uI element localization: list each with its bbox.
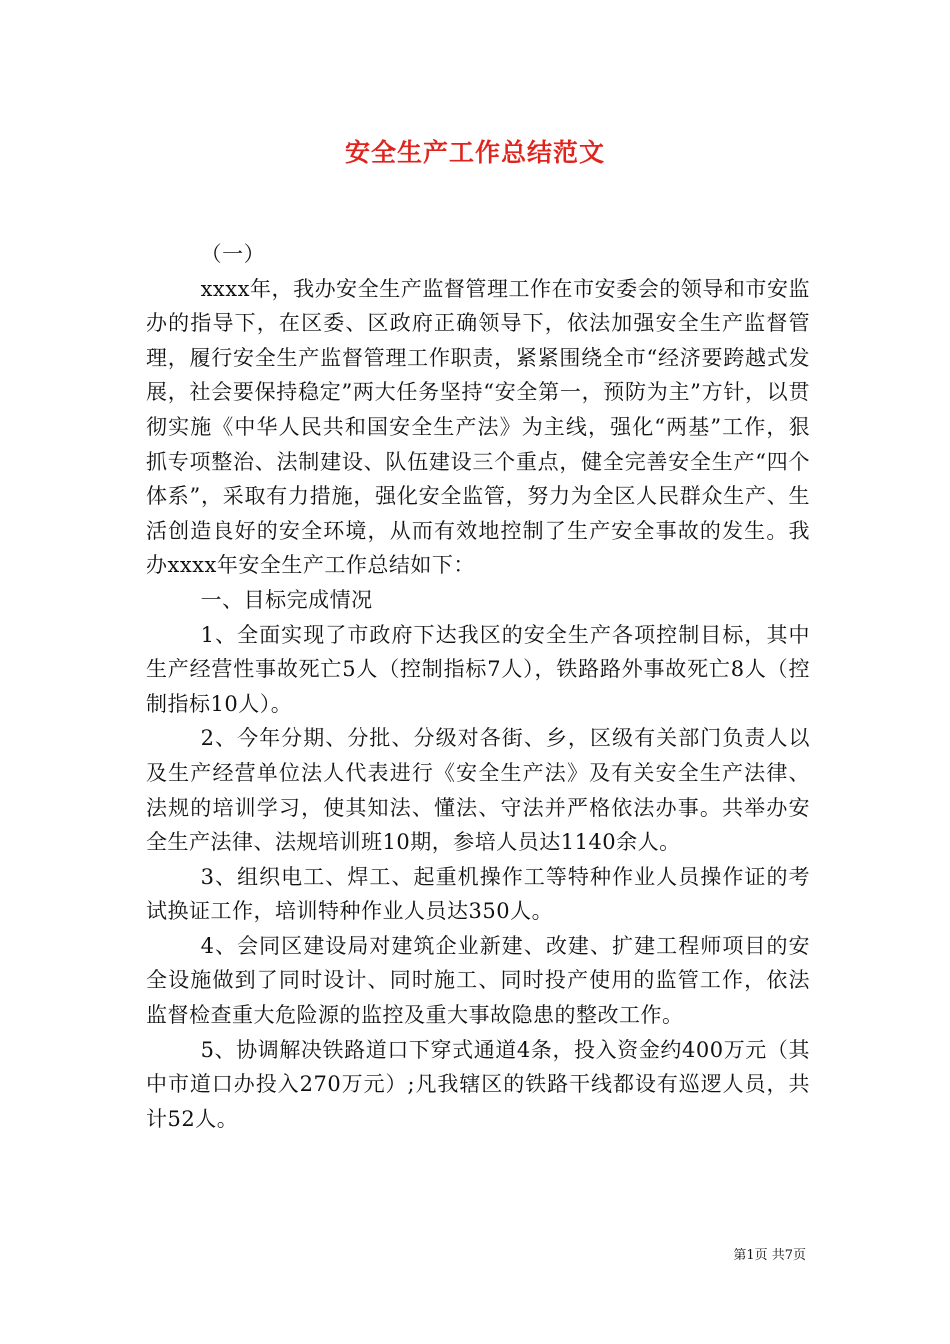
list-item-2: 2、今年分期、分批、分级对各街、乡，区级有关部门负责人以及生产经营单位法人代表进行《安全生产法》及有关安全生产法律、法规的培训学习，使其知法、懂法、守法并严格依法办事。共举办安全生产法律、法规培训班10期，参培人员达1140余人。 [146, 726, 810, 855]
intro-paragraph: xxxx年，我办安全生产监督管理工作在市安委会的领导和市安监办的指导下，在区委、区政府正确领导下，依法加强安全生产监督管理，履行安全生产监督管理工作职责，紧紧围绕全市“经济要跨越式发展，社会要保持稳定”两大任务坚持“安全第一，预防为主”方针，以贯彻实施《中华人民共和国安全生产法》为主线，强化“两基”工作，狠抓专项整治、法制建设、队伍建设三个重点，健全完善安全生产“四个体系”，采取有力措施，强化安全监管，努力为全区人民群众生产、生活创造良好的安全环境，从而有效地控制了生产安全事故的发生。我办xxxx年安全生产工作总结如下： [146, 276, 810, 578]
section-heading: 一、目标完成情况 [200, 587, 373, 612]
section-marker: （一） [200, 242, 266, 266]
list-item-1: 1、全面实现了市政府下达我区的安全生产各项控制目标，其中生产经营性事故死亡5人（控制指标7人），铁路路外事故死亡8人（控制指标10人）。 [146, 622, 810, 716]
page-number: 第1页 共7页 [733, 1248, 806, 1263]
document-body [146, 237, 810, 1136]
document-title: 安全生产工作总结范文 [344, 138, 605, 167]
list-item-5: 5、协调解决铁路道口下穿式通道4条，投入资金约400万元（其中市道口办投入270万元）;凡我辖区的铁路干线都设有巡逻人员，共计52人。 [146, 1037, 810, 1131]
list-item-4: 4、会同区建设局对建筑企业新建、改建、扩建工程师项目的安全设施做到了同时设计、同时施工、同时投产使用的监管工作，依法监督检查重大危险源的监控及重大事故隐患的整改工作。 [146, 933, 810, 1028]
list-item-3: 3、组织电工、焊工、起重机操作工等特种作业人员操作证的考试换证工作，培训特种作业人员达350人。 [146, 864, 810, 924]
